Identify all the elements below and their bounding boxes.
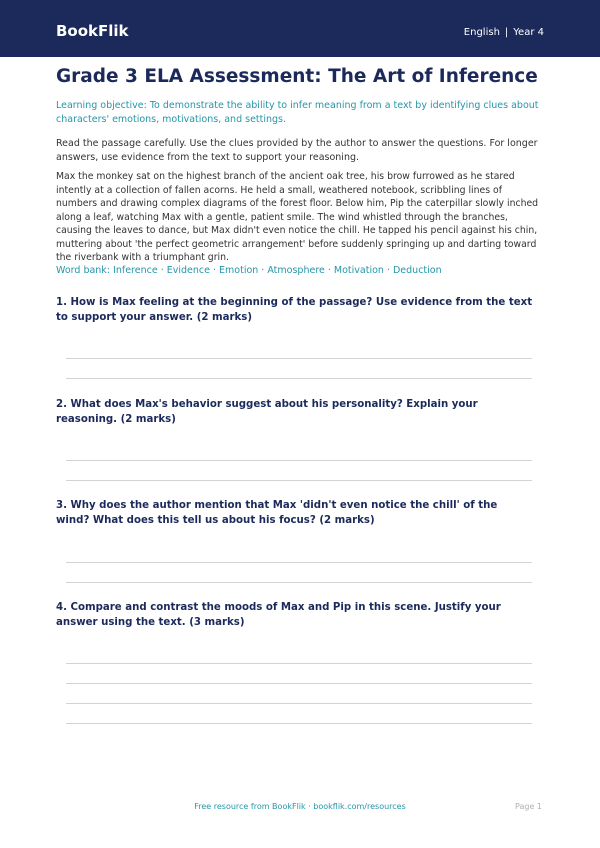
- subject-year-label: [464, 27, 544, 39]
- instructions: Read the passage carefully. Use the clues provided by the author to answer the questions. For longer answers, use evidence from the text to support your reasoning.: [56, 138, 538, 163]
- header-bar: [0, 0, 600, 57]
- answer-line[interactable]: [66, 723, 532, 724]
- answer-line[interactable]: [66, 663, 532, 664]
- separator: |: [504, 27, 509, 38]
- answer-line[interactable]: [66, 358, 532, 359]
- learning-objective: Learning objective: To demonstrate the ability to infer meaning from a text by identifying clues about characters' emotions, motivations, and settings.: [56, 100, 539, 125]
- page-number: Page 1: [515, 802, 542, 811]
- year-label: Year 4: [513, 27, 544, 38]
- brand-logo-text: BookFlik: [56, 22, 129, 40]
- answer-line[interactable]: [66, 480, 532, 481]
- page-title: Grade 3 ELA Assessment: The Art of Inference: [56, 66, 538, 87]
- answer-line[interactable]: [66, 562, 532, 563]
- answer-line[interactable]: [66, 703, 532, 704]
- answer-line[interactable]: [66, 582, 532, 583]
- reading-passage: Max the monkey sat on the highest branch of the ancient oak tree, his brow furrowed as he stared intently at a collection of fallen acorns. He held a small, weathered notebook, scribbling lines of numbers and drawing complex diagrams of the forest floor. Below him, Pip the caterpillar slowly inched along a leaf, watching Max with a gentle, patient smile. The wind whistled through the branches, causing the leaves to dance, but Max didn't even notice the chill. He tapped his pencil against his chin, muttering about 'the perfect geometric arrangement' before suddenly springing up and darting toward the riverbank with a triumphant grin.: [56, 171, 539, 263]
- question-1: 1. How is Max feeling at the beginning of the passage? Use evidence from the text to support your answer. (2 marks): [56, 297, 533, 323]
- question-3: 3. Why does the author mention that Max 'didn't even notice the chill' of the wind? What does this tell us about his focus? (2 marks): [56, 500, 498, 526]
- word-bank: Word bank: Inference · Evidence · Emotion · Atmosphere · Motivation · Deduction: [56, 265, 442, 276]
- answer-line[interactable]: [66, 460, 532, 461]
- answer-line[interactable]: [66, 378, 532, 379]
- footer-link[interactable]: Free resource from BookFlik · bookflik.com/resources: [194, 802, 406, 811]
- question-4: 4. Compare and contrast the moods of Max and Pip in this scene. Justify your answer using the text. (3 marks): [56, 602, 501, 628]
- subject-label: English: [463, 27, 500, 38]
- answer-line[interactable]: [66, 683, 532, 684]
- question-2: 2. What does Max's behavior suggest about his personality? Explain your reasoning. (2 marks): [56, 399, 478, 425]
